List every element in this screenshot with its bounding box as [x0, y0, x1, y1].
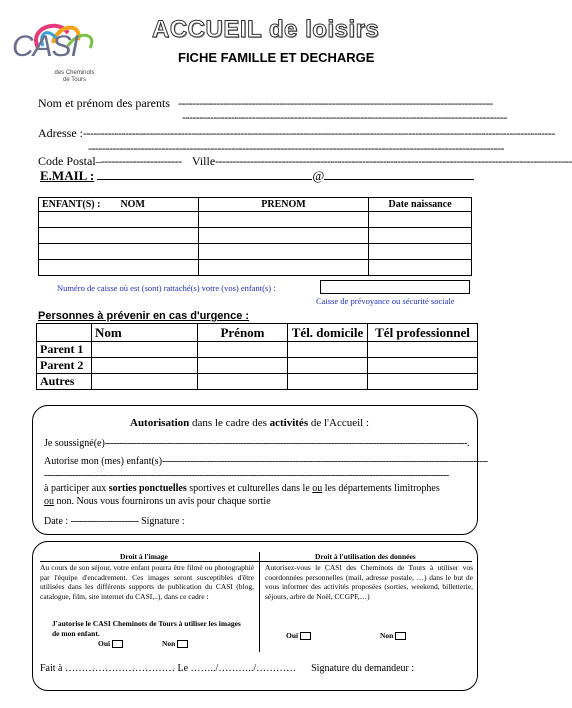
page-subtitle: FICHE FAMILLE ET DECHARGE: [178, 50, 375, 65]
donnees-non-option[interactable]: Non: [380, 631, 406, 641]
address-field-cont[interactable]: -----------------------------------------------------------------------------------------------------------------------: [88, 141, 505, 155]
children-header-nom: NOM: [120, 199, 145, 210]
signature-label: Signature :: [141, 516, 185, 527]
page-title: ACCUEIL de loisirs: [152, 16, 380, 43]
date-label: Date :: [44, 516, 69, 527]
sorties-text: à participer aux sorties ponctuelles sportives et culturelles dans le ou les départements limitrophes ou non. Nous vous fournirons un avis pour chaque sortie: [44, 483, 440, 507]
caisse-input[interactable]: [320, 280, 470, 294]
urgence-header-blank: [37, 324, 92, 342]
email-label: E.MAIL :: [40, 168, 95, 183]
date-signature-line[interactable]: Date : ------------------------ Signature :: [44, 516, 185, 527]
row-label: Parent 1: [37, 342, 92, 358]
urgence-title: Personnes à prévenir en cas d'urgence :: [38, 310, 250, 322]
droit-image-text: Au cours de son séjour, votre enfant pourra être filmé ou photographié par l'équipe d'encadrement. Ces images seront susceptibles d'être utilisées dans les différents supports de publication du CASI (blog, catalogue, film, site internet du CASI,..), dans ce cadre :: [40, 563, 254, 601]
logo-subtext: des Cheminots de Tours: [54, 70, 95, 83]
footer-line[interactable]: Fait à …………………………… Le ……../………../………… Signature du demandeur :: [40, 663, 415, 674]
donnees-oui-option[interactable]: Oui: [286, 631, 311, 641]
table-row[interactable]: [37, 358, 478, 374]
droit-image-authorize: J'autorise le CASI Cheminots de Tours à utiliser les images de mon enfant.: [52, 619, 241, 638]
le-label: Le: [177, 663, 189, 674]
urgence-header-tel-dom: Tél. domicile: [288, 324, 368, 342]
urgence-header-nom: Nom: [92, 324, 198, 342]
urgence-header-prenom: Prénom: [198, 324, 288, 342]
urgence-header-tel-pro: Tél professionnel: [368, 324, 478, 342]
urgence-table: [36, 323, 478, 390]
row-label: Parent 2: [37, 358, 92, 374]
parents-label: Nom et prénom des parents: [38, 96, 170, 110]
fait-label: Fait à: [40, 663, 63, 674]
table-row[interactable]: [37, 374, 478, 390]
droit-donnees-title: Droit à l'utilisation des données: [315, 552, 416, 561]
children-table: [38, 197, 472, 276]
table-row[interactable]: [39, 212, 472, 228]
divider: [259, 552, 260, 652]
donnees-non-checkbox[interactable]: [395, 632, 406, 640]
children-header-enfants: ENFANT(S) : NOM: [39, 198, 199, 212]
image-oui-checkbox[interactable]: [112, 640, 123, 648]
caisse-question: Numéro de caisse où est (sont) rattaché(s) votre (vos) enfant(s) :: [57, 283, 276, 293]
table-row[interactable]: [39, 244, 472, 260]
autorise-field[interactable]: Autorise mon (mes) enfant(s)-------------------------------------------------------------------------------------------------------------------: [44, 456, 488, 467]
autorise-field-cont[interactable]: -----------------------------------------------------------------------------------------------------------------------------------------------: [44, 470, 449, 481]
droit-image-title: Droit à l'image: [120, 552, 168, 561]
postal-label: Code Postal: [38, 154, 96, 168]
image-non-checkbox[interactable]: [177, 640, 188, 648]
image-non-option[interactable]: Non: [162, 639, 188, 649]
city-label: Ville: [191, 154, 216, 168]
table-row[interactable]: [39, 260, 472, 276]
logo-text: CASI: [12, 30, 79, 63]
image-oui-option[interactable]: Oui: [98, 639, 123, 649]
email-at: @: [312, 168, 325, 183]
table-row[interactable]: [37, 342, 478, 358]
autorisation-title: Autorisation dans le cadre des activités de l'Accueil :: [130, 417, 370, 429]
parents-field[interactable]: Nom et prénom des parents ------------------------------------------------------------------------------------------: [38, 96, 493, 110]
children-header-date: Date naissance: [369, 198, 472, 212]
address-label: Adresse :: [38, 126, 83, 140]
postal-city-field[interactable]: Code Postal–----------------------- Ville------------------------------------------------------------------------------------------------------: [38, 154, 572, 168]
soussigne-field[interactable]: Je soussigné(e)--------------------------------------------------------------------------------------------------------------------------------.: [44, 438, 470, 449]
signature-demandeur-label: Signature du demandeur :: [311, 663, 415, 674]
parents-field-cont[interactable]: ---------------------------------------------------------------------------------------------: [182, 110, 508, 124]
children-header-prenom: PRENOM: [199, 198, 369, 212]
caisse-note: Caisse de prévoyance ou sécurité sociale: [316, 296, 455, 306]
droit-donnees-text: Autorisez-vous le CASI des Cheminots de Tours à utiliser vos coordonnées personnelles (mail, adresse postale, …) dans le but de vous informer des activités proposées (sorties, weekend, billetterie, séjours, arbre de Noël, CCGPF,…): [265, 563, 473, 601]
address-field[interactable]: Adresse :---------------------------------------------------------------------------------------------------------------------------------------: [38, 126, 555, 140]
email-field[interactable]: [40, 168, 480, 184]
row-label: Autres: [37, 374, 92, 390]
donnees-oui-checkbox[interactable]: [300, 632, 311, 640]
table-row[interactable]: [39, 228, 472, 244]
